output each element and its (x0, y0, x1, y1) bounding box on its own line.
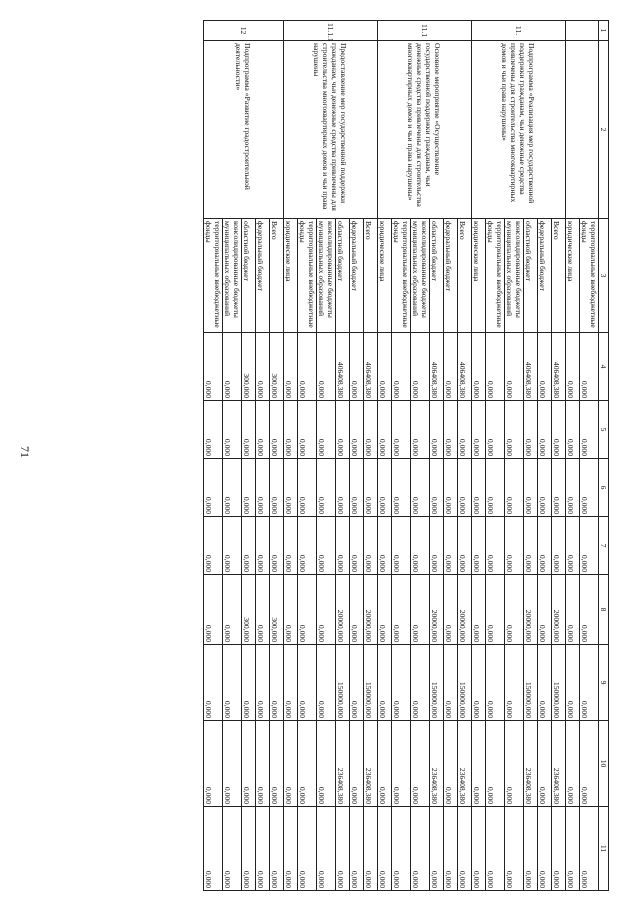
value-cell: 0,000 (444, 575, 458, 645)
value-cell: 0,000 (378, 401, 392, 459)
value-cell: 150000,000 (524, 645, 538, 721)
value-cell: 0,000 (256, 645, 270, 721)
value-cell: 0,000 (566, 459, 580, 517)
value-cell: 0,000 (505, 401, 524, 459)
name-cell: Подпрограмма «Развитие градостроительной деятельности» (204, 41, 284, 219)
code-cell: 11.1 (378, 21, 472, 41)
value-cell: 0,000 (204, 645, 223, 721)
value-cell: 0,000 (364, 401, 378, 459)
value-cell: 0,000 (284, 333, 298, 401)
value-cell: 0,000 (378, 807, 392, 891)
value-cell: 0,000 (204, 575, 223, 645)
value-cell: 0,000 (364, 807, 378, 891)
value-cell: 0,000 (284, 575, 298, 645)
value-cell: 0,000 (486, 401, 505, 459)
value-cell: 0,000 (378, 645, 392, 721)
value-cell: 0,000 (270, 807, 284, 891)
value-cell: 0,000 (566, 645, 580, 721)
value-cell: 0,000 (350, 333, 364, 401)
value-cell: 0,000 (430, 517, 444, 575)
funding-source: областной бюджет (430, 219, 444, 333)
value-cell: 0,000 (444, 401, 458, 459)
value-cell: 300,000 (242, 333, 256, 401)
value-cell: 0,000 (364, 517, 378, 575)
value-cell: 0,000 (411, 517, 430, 575)
value-cell: 0,000 (472, 645, 486, 721)
value-cell: 20000,000 (552, 575, 566, 645)
value-cell: 0,000 (538, 645, 552, 721)
funding-source: юридические лица (472, 219, 486, 333)
value-cell: 0,000 (580, 721, 599, 807)
header-cell: 9 (599, 645, 609, 721)
value-cell: 0,000 (378, 575, 392, 645)
value-cell: 406408,380 (364, 333, 378, 401)
value-cell: 0,000 (392, 721, 411, 807)
value-cell: 0,000 (486, 575, 505, 645)
value-cell: 0,000 (284, 401, 298, 459)
value-cell: 20000,000 (336, 575, 350, 645)
value-cell: 0,000 (472, 807, 486, 891)
value-cell: 0,000 (430, 459, 444, 517)
name-cell: Основное мероприятие «Осуществление государственной поддержки гражданам, чьи денежные средства привлечены для строительства многоквартирных домов и чьи права нарушены» (378, 41, 472, 219)
value-cell: 0,000 (538, 807, 552, 891)
value-cell: 0,000 (458, 807, 472, 891)
value-cell: 0,000 (580, 517, 599, 575)
value-cell: 20000,000 (364, 575, 378, 645)
value-cell: 0,000 (298, 645, 317, 721)
funding-source: юридические лица (284, 219, 298, 333)
value-cell: 0,000 (270, 721, 284, 807)
value-cell: 0,000 (336, 807, 350, 891)
value-cell: 406408,380 (336, 333, 350, 401)
value-cell: 0,000 (472, 459, 486, 517)
value-cell: 0,000 (256, 575, 270, 645)
value-cell: 0,000 (505, 459, 524, 517)
value-cell: 0,000 (317, 575, 336, 645)
value-cell: 150000,000 (430, 645, 444, 721)
value-cell: 0,000 (566, 575, 580, 645)
value-cell: 0,000 (378, 333, 392, 401)
value-cell: 0,000 (204, 517, 223, 575)
value-cell: 0,000 (298, 333, 317, 401)
value-cell: 0,000 (223, 645, 242, 721)
funding-source: территориальные внебюджетные фонды (486, 219, 505, 333)
value-cell: 0,000 (505, 517, 524, 575)
value-cell: 0,000 (256, 459, 270, 517)
value-cell: 0,000 (505, 807, 524, 891)
value-cell: 236408,380 (458, 721, 472, 807)
value-cell: 0,000 (298, 459, 317, 517)
value-cell: 0,000 (256, 517, 270, 575)
funding-source: юридические лица (378, 219, 392, 333)
value-cell: 0,000 (538, 517, 552, 575)
value-cell: 0,000 (336, 517, 350, 575)
header-cell: 7 (599, 517, 609, 575)
value-cell: 20000,000 (458, 575, 472, 645)
value-cell: 0,000 (317, 645, 336, 721)
value-cell: 0,000 (350, 807, 364, 891)
value-cell: 0,000 (317, 333, 336, 401)
funding-source: консолидированные бюджеты муниципальных образований (317, 219, 336, 333)
table-row (458, 21, 472, 891)
value-cell: 0,000 (524, 517, 538, 575)
value-cell: 0,000 (430, 401, 444, 459)
value-cell: 0,000 (538, 401, 552, 459)
value-cell: 0,000 (298, 517, 317, 575)
value-cell: 0,000 (242, 459, 256, 517)
code-cell: 11. (472, 21, 566, 41)
value-cell: 0,000 (580, 645, 599, 721)
value-cell: 0,000 (336, 459, 350, 517)
value-cell: 0,000 (204, 401, 223, 459)
value-cell: 0,000 (486, 645, 505, 721)
value-cell: 0,000 (284, 721, 298, 807)
value-cell: 0,000 (270, 459, 284, 517)
value-cell: 0,000 (566, 401, 580, 459)
value-cell: 0,000 (505, 575, 524, 645)
value-cell: 0,000 (524, 401, 538, 459)
value-cell: 0,000 (284, 807, 298, 891)
value-cell: 0,000 (256, 401, 270, 459)
funding-source: Всего (270, 219, 284, 333)
code-cell: 11.1.1 (284, 21, 378, 41)
value-cell: 0,000 (223, 721, 242, 807)
value-cell: 0,000 (284, 517, 298, 575)
value-cell: 0,000 (486, 517, 505, 575)
value-cell: 0,000 (486, 459, 505, 517)
value-cell: 0,000 (472, 401, 486, 459)
value-cell: 0,000 (317, 721, 336, 807)
value-cell: 0,000 (242, 517, 256, 575)
funding-source: областной бюджет (336, 219, 350, 333)
value-cell: 0,000 (350, 645, 364, 721)
value-cell: 0,000 (204, 721, 223, 807)
value-cell: 0,000 (350, 517, 364, 575)
value-cell: 0,000 (223, 517, 242, 575)
value-cell: 0,000 (392, 517, 411, 575)
name-cell: Подпрограмма «Реализация мер государственной поддержки гражданам, чьи денежные средства привлечены для строительства многоквартирных домов и чьи права нарушены» (472, 41, 566, 219)
value-cell: 0,000 (458, 517, 472, 575)
value-cell: 0,000 (317, 459, 336, 517)
table-row (364, 21, 378, 891)
value-cell: 0,000 (242, 807, 256, 891)
value-cell: 0,000 (223, 807, 242, 891)
value-cell: 150000,000 (336, 645, 350, 721)
value-cell: 0,000 (444, 721, 458, 807)
value-cell: 0,000 (444, 333, 458, 401)
value-cell: 0,000 (458, 459, 472, 517)
value-cell: 0,000 (505, 721, 524, 807)
value-cell: 0,000 (298, 401, 317, 459)
value-cell: 0,000 (538, 575, 552, 645)
value-cell: 0,000 (444, 807, 458, 891)
header-cell: 8 (599, 575, 609, 645)
value-cell: 0,000 (242, 401, 256, 459)
value-cell: 0,000 (430, 807, 444, 891)
value-cell: 300,000 (270, 333, 284, 401)
value-cell: 0,000 (223, 575, 242, 645)
header-cell: 11 (599, 807, 609, 891)
header-row (599, 21, 609, 891)
value-cell: 0,000 (524, 807, 538, 891)
value-cell: 0,000 (256, 807, 270, 891)
value-cell: 0,000 (538, 459, 552, 517)
table-row (270, 21, 284, 891)
value-cell: 0,000 (284, 459, 298, 517)
value-cell: 0,000 (336, 401, 350, 459)
funding-source: федеральный бюджет (350, 219, 364, 333)
header-cell: 6 (599, 459, 609, 517)
value-cell: 150000,000 (552, 645, 566, 721)
value-cell: 0,000 (270, 645, 284, 721)
value-cell: 0,000 (242, 721, 256, 807)
value-cell: 0,000 (580, 459, 599, 517)
value-cell: 0,000 (350, 401, 364, 459)
value-cell: 0,000 (411, 333, 430, 401)
value-cell: 0,000 (298, 575, 317, 645)
value-cell: 0,000 (392, 333, 411, 401)
value-cell: 0,000 (204, 459, 223, 517)
value-cell: 236408,380 (336, 721, 350, 807)
header-cell: 5 (599, 401, 609, 459)
value-cell: 0,000 (411, 575, 430, 645)
value-cell: 0,000 (580, 401, 599, 459)
header-cell: 3 (599, 219, 609, 333)
value-cell: 0,000 (270, 517, 284, 575)
value-cell: 0,000 (350, 459, 364, 517)
value-cell: 0,000 (223, 401, 242, 459)
header-cell: 10 (599, 721, 609, 807)
funding-source: областной бюджет (524, 219, 538, 333)
value-cell: 0,000 (580, 575, 599, 645)
funding-source: федеральный бюджет (256, 219, 270, 333)
value-cell: 0,000 (538, 721, 552, 807)
value-cell: 0,000 (411, 721, 430, 807)
value-cell: 0,000 (444, 459, 458, 517)
value-cell: 0,000 (298, 721, 317, 807)
value-cell: 0,000 (270, 401, 284, 459)
page-number: 71 (18, 446, 32, 458)
funding-source: федеральный бюджет (444, 219, 458, 333)
name-cell (566, 41, 599, 219)
value-cell: 0,000 (392, 645, 411, 721)
value-cell: 0,000 (317, 807, 336, 891)
funding-source: консолидированные бюджеты муниципальных образований (505, 219, 524, 333)
value-cell: 0,000 (242, 645, 256, 721)
value-cell: 0,000 (580, 333, 599, 401)
table-row (580, 21, 599, 891)
rotated-page (121, 20, 609, 890)
value-cell: 0,000 (378, 517, 392, 575)
funding-source: Всего (552, 219, 566, 333)
value-cell: 0,000 (552, 807, 566, 891)
value-cell: 0,000 (204, 807, 223, 891)
value-cell: 300,000 (242, 575, 256, 645)
value-cell: 0,000 (411, 645, 430, 721)
value-cell: 0,000 (566, 517, 580, 575)
value-cell: 0,000 (472, 721, 486, 807)
value-cell: 0,000 (552, 517, 566, 575)
value-cell: 0,000 (256, 333, 270, 401)
value-cell: 0,000 (378, 459, 392, 517)
table-row (552, 21, 566, 891)
value-cell: 0,000 (392, 575, 411, 645)
value-cell: 0,000 (392, 459, 411, 517)
value-cell: 0,000 (505, 333, 524, 401)
value-cell: 0,000 (317, 401, 336, 459)
value-cell: 0,000 (472, 517, 486, 575)
value-cell: 0,000 (317, 517, 336, 575)
value-cell: 0,000 (223, 459, 242, 517)
value-cell: 0,000 (552, 459, 566, 517)
value-cell: 300,000 (270, 575, 284, 645)
value-cell: 406408,380 (458, 333, 472, 401)
value-cell: 0,000 (566, 721, 580, 807)
funding-source: территориальные внебюджетные фонды (298, 219, 317, 333)
value-cell: 0,000 (524, 459, 538, 517)
value-cell: 406408,380 (430, 333, 444, 401)
value-cell: 0,000 (411, 807, 430, 891)
name-cell: Предоставление мер государственной поддержки гражданам, чьи денежные средства привлечены для строительства многоквартирных домов и чьи права нарушены (284, 41, 378, 219)
value-cell: 0,000 (580, 807, 599, 891)
value-cell: 20000,000 (430, 575, 444, 645)
value-cell: 0,000 (411, 401, 430, 459)
funding-source: Всего (364, 219, 378, 333)
header-cell: 4 (599, 333, 609, 401)
value-cell: 0,000 (350, 721, 364, 807)
value-cell: 0,000 (256, 721, 270, 807)
funding-source: юридические лица (566, 219, 580, 333)
value-cell: 236408,380 (364, 721, 378, 807)
budget-table (203, 20, 609, 891)
value-cell: 0,000 (472, 575, 486, 645)
value-cell: 236408,380 (430, 721, 444, 807)
value-cell: 0,000 (486, 333, 505, 401)
value-cell: 0,000 (378, 721, 392, 807)
value-cell: 0,000 (392, 807, 411, 891)
value-cell: 0,000 (566, 807, 580, 891)
value-cell: 0,000 (505, 645, 524, 721)
value-cell: 0,000 (204, 333, 223, 401)
value-cell: 406408,380 (524, 333, 538, 401)
value-cell: 236408,380 (552, 721, 566, 807)
code-cell (566, 21, 599, 41)
header-cell: 1 (599, 21, 609, 41)
value-cell: 0,000 (458, 401, 472, 459)
value-cell: 406408,380 (552, 333, 566, 401)
value-cell: 0,000 (552, 401, 566, 459)
value-cell: 20000,000 (524, 575, 538, 645)
header-cell: 2 (599, 41, 609, 219)
funding-source: территориальные внебюджетные фонды (204, 219, 223, 333)
funding-source: территориальные внебюджетные фонды (580, 219, 599, 333)
value-cell: 0,000 (411, 459, 430, 517)
funding-source: консолидированные бюджеты муниципальных образований (411, 219, 430, 333)
value-cell: 0,000 (350, 575, 364, 645)
value-cell: 0,000 (298, 807, 317, 891)
funding-source: Всего (458, 219, 472, 333)
value-cell: 150000,000 (364, 645, 378, 721)
value-cell: 150000,000 (458, 645, 472, 721)
code-cell: 12 (204, 21, 284, 41)
value-cell: 0,000 (472, 333, 486, 401)
value-cell: 0,000 (364, 459, 378, 517)
value-cell: 0,000 (486, 807, 505, 891)
funding-source: консолидированные бюджеты муниципальных образований (223, 219, 242, 333)
funding-source: федеральный бюджет (538, 219, 552, 333)
value-cell: 0,000 (444, 517, 458, 575)
value-cell: 0,000 (284, 645, 298, 721)
value-cell: 0,000 (486, 721, 505, 807)
funding-source: территориальные внебюджетные фонды (392, 219, 411, 333)
value-cell: 0,000 (444, 645, 458, 721)
value-cell: 0,000 (392, 401, 411, 459)
value-cell: 236408,380 (524, 721, 538, 807)
value-cell: 0,000 (566, 333, 580, 401)
funding-source: областной бюджет (242, 219, 256, 333)
value-cell: 0,000 (223, 333, 242, 401)
value-cell: 0,000 (538, 333, 552, 401)
